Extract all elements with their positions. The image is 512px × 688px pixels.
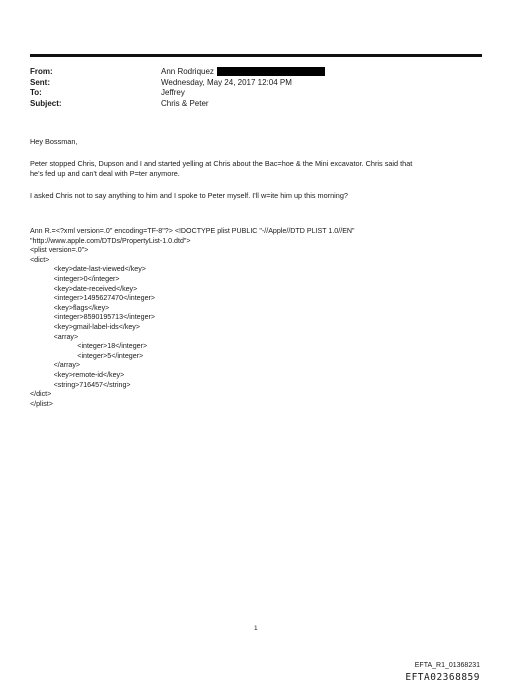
sent-value: Wednesday, May 24, 2017 12:04 PM: [161, 77, 292, 87]
plist-line: Ann R.=<?xml version=.0" encoding=TF-8"?> <!DOCTYPE plist PUBLIC "-//Apple//DTD PLIST 1.0//EN": [30, 227, 355, 235]
plist-line: <key>gmail-label-ids</key>: [30, 322, 141, 331]
plist-block: [30, 227, 355, 409]
header-rule: [30, 54, 482, 57]
sent-label: Sent:: [30, 77, 50, 87]
plist-line: </plist>: [30, 399, 53, 408]
paragraph-1-line-2: he's fed up and can't deal with P=ter anymore.: [30, 169, 180, 178]
to-value: Jeffrey: [161, 88, 185, 97]
bates-number-r1: EFTA_R1_01368231: [414, 662, 480, 669]
plist-line: <string>716457</string>: [30, 380, 131, 389]
plist-line: <integer>0</integer>: [30, 274, 120, 283]
plist-line: <key>date-received</key>: [30, 284, 138, 293]
plist-line: </array>: [30, 361, 81, 370]
plist-line: <integer>18</integer>: [30, 342, 148, 351]
plist-line: <integer>5</integer>: [30, 351, 144, 360]
plist-line: <plist version=.0">: [30, 246, 89, 255]
subject-value: Chris & Peter: [161, 98, 209, 108]
redaction-box: [217, 67, 325, 76]
sent-row: [30, 78, 325, 89]
plist-line: "http://www.apple.com/DTDs/PropertyList-1.0.dtd">: [30, 236, 191, 245]
plist-line: <key>flags</key>: [30, 303, 110, 312]
plist-line: </dict>: [30, 390, 52, 399]
plist-line: <integer>8590195713</integer>: [30, 313, 156, 322]
paragraph-1-line-1: Peter stopped Chris, Dupson and I and started yelling at Chris about the Bac=hoe & the Mini excavator. Chris said that: [30, 159, 413, 168]
page-number: 1: [254, 625, 258, 632]
plist-line: <key>remote-id</key>: [30, 370, 125, 379]
from-value: Ann Rodriquez: [161, 67, 214, 76]
plist-line: <dict>: [30, 255, 50, 264]
plist-line: <key>date-last-viewed</key>: [30, 265, 146, 274]
from-label: From:: [30, 67, 53, 76]
plist-line: <integer>1495627470</integer>: [30, 294, 156, 303]
from-row: [30, 67, 325, 78]
subject-label: Subject:: [30, 98, 62, 108]
email-header: [30, 67, 325, 109]
plist-line: <array>: [30, 332, 79, 341]
to-label: To:: [30, 88, 42, 97]
to-row: [30, 88, 325, 99]
paragraph-2: I asked Chris not to say anything to him and I spoke to Peter myself. I'll w=ite him up this morning?: [30, 191, 348, 200]
bates-number: EFTA02368859: [405, 672, 480, 683]
subject-row: [30, 99, 325, 110]
greeting: Hey Bossman,: [30, 137, 78, 146]
